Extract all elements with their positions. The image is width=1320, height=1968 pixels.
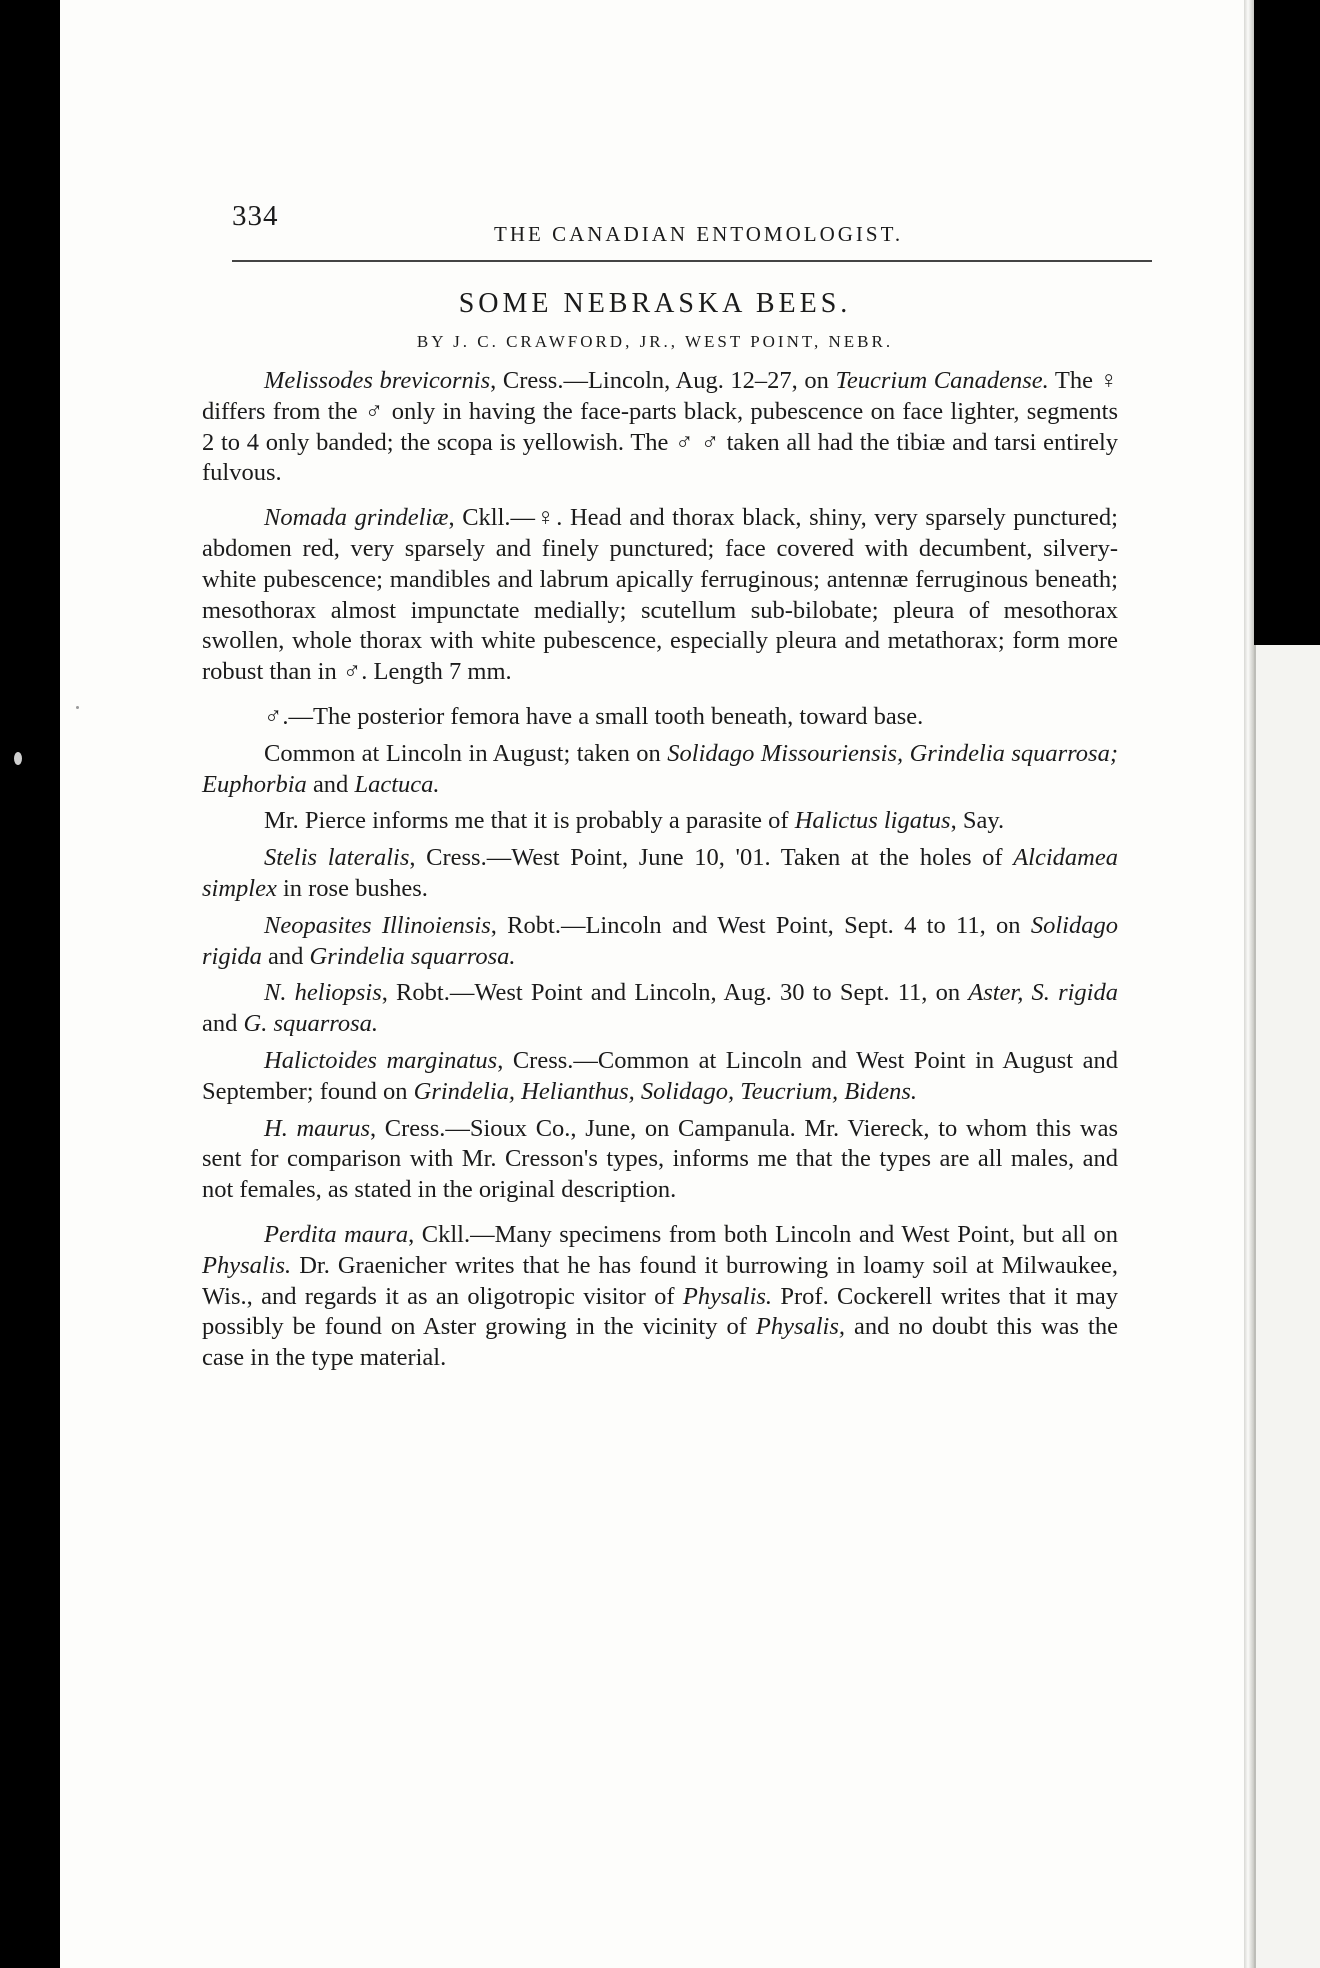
taxon-name: G. squarrosa.	[243, 1010, 379, 1038]
text-run: , Cress.—Common at Lincoln and West Point in August and September; found on	[202, 1046, 1118, 1105]
taxon-name: Alcidamea simplex	[202, 844, 1118, 902]
scan-blemish	[14, 752, 22, 765]
paragraph-perdita-maura	[202, 1220, 1118, 1374]
taxon-name: Halictus ligatus	[794, 807, 951, 835]
taxon-name: Aster, S. rigida	[968, 979, 1118, 1007]
taxon-name: Grindelia, Helianthus, Solidago, Teucrium, Bidens.	[413, 1077, 917, 1105]
taxon-name: Halictoides marginatus	[264, 1046, 498, 1074]
next-page-edge	[1256, 645, 1320, 1968]
text-run: Dr. Graenicher writes that he has found it burrowing in loamy soil at Milwaukee, Wis., and regards it as an oligotropic visitor of	[202, 1251, 1118, 1310]
paragraph-halictoides-marginatus	[202, 1046, 1118, 1108]
text-run: Prof. Cockerell writes that it may possibly be found on Aster growing in the vicinity of	[202, 1282, 1119, 1341]
header-rule	[232, 260, 1152, 262]
text-run: , Robt.—West Point and Lincoln, Aug. 30 to Sept. 11, on	[381, 979, 969, 1007]
text-run: , Ckll.—Many specimens from both Lincoln and West Point, but all on	[408, 1220, 1118, 1248]
journal-title: THE CANADIAN ENTOMOLOGIST.	[494, 222, 904, 246]
paragraph-neopasites-illinoiensis	[202, 911, 1118, 973]
article-byline: BY J. C. CRAWFORD, JR., WEST POINT, NEBR.	[416, 332, 894, 351]
paragraph-nomada-parasite	[202, 806, 1118, 837]
paragraph-melissodes-brevicornis	[202, 366, 1118, 489]
taxon-name: Solidago rigida	[202, 911, 1118, 970]
paragraph-nomada-hosts	[202, 739, 1118, 801]
page-number: 334	[232, 200, 279, 232]
taxon-name: Teucrium Canadense.	[835, 367, 1049, 394]
text-run: , Cress.—Sioux Co., June, on Campanula. Mr. Viereck, to whom this was sent for comparison with Mr. Cresson's types, informs me that the types are all males, and not females, as stated in the original description.	[202, 1114, 1118, 1204]
paragraph-nomada-male	[202, 702, 1118, 733]
taxon-name: Neopasites Illinoiensis	[264, 911, 491, 939]
article-title: SOME NEBRASKA BEES.	[458, 288, 852, 319]
text-run: The ♀ differs from the ♂ only in having the face-parts black, pubescence on face lighter, segments 2 to 4 only banded; the scopa is yellowish. The ♂ ♂ taken all had the tibiæ and tarsi entirely fulvous.	[202, 367, 1118, 487]
text-run: , Robt.—Lincoln and West Point, Sept. 4 to 11, on	[490, 911, 1031, 939]
printed-page	[192, 190, 1118, 1750]
running-head	[192, 200, 1118, 250]
taxon-name: Lactuca.	[354, 770, 440, 798]
text-run: and	[202, 1010, 244, 1038]
taxon-name: Melissodes brevicornis	[264, 367, 491, 394]
text-run: and	[261, 942, 310, 970]
taxon-name: Physalis.	[682, 1282, 773, 1310]
paragraph-neopasites-heliopsis	[202, 978, 1118, 1040]
taxon-name: Physalis.	[202, 1251, 292, 1279]
text-run: Mr. Pierce informs me that it is probably a parasite of	[264, 807, 795, 835]
paragraph-halictoides-maurus	[202, 1114, 1118, 1206]
text-run: Common at Lincoln in August; taken on	[264, 739, 668, 767]
text-run: and	[306, 770, 355, 798]
article-body	[202, 366, 1118, 1388]
taxon-name: Stelis lateralis	[264, 844, 410, 872]
taxon-name: Physalis,	[755, 1313, 846, 1341]
taxon-name: N. heliopsis	[264, 979, 382, 1007]
text-run: , Cress.—Lincoln, Aug. 12–27, on	[490, 367, 836, 394]
paragraph-stelis-lateralis	[202, 843, 1118, 905]
text-run: and no doubt this was the case in the type material.	[202, 1313, 1118, 1372]
taxon-name: Solidago Missouriensis, Grindelia squarrosa; Euphorbia	[202, 739, 1118, 798]
scan-speck	[76, 706, 79, 709]
page-fold-shadow	[1244, 0, 1254, 1968]
taxon-name: H. maurus	[264, 1114, 370, 1142]
text-run: , Ckll.—♀. Head and thorax black, shiny, very sparsely punctured; abdomen red, very sparsely and finely punctured; face covered with decumbent, silvery-white pubescence; mandibles and labrum apically ferruginous; antennæ ferruginous beneath; mesothorax almost impunctate medially; scutellum sub-bilobate; pleura of mesothorax swollen, whole thorax with white pubescence, especially pleura and metathorax; form more robust than in ♂. Length 7 mm.	[202, 504, 1118, 686]
paragraph-nomada-grindeliae	[202, 503, 1118, 688]
text-run: in rose bushes.	[276, 874, 428, 902]
taxon-name: Perdita maura	[264, 1220, 409, 1248]
text-run: , Cress.—West Point, June 10, '01. Taken at the holes of	[409, 844, 1014, 872]
taxon-name: Nomada grindeliæ	[264, 504, 449, 532]
text-run: ♂.—The posterior femora have a small tooth beneath, toward base.	[264, 702, 924, 730]
taxon-name: Grindelia squarrosa.	[309, 942, 516, 970]
text-run: , Say.	[950, 807, 1005, 835]
